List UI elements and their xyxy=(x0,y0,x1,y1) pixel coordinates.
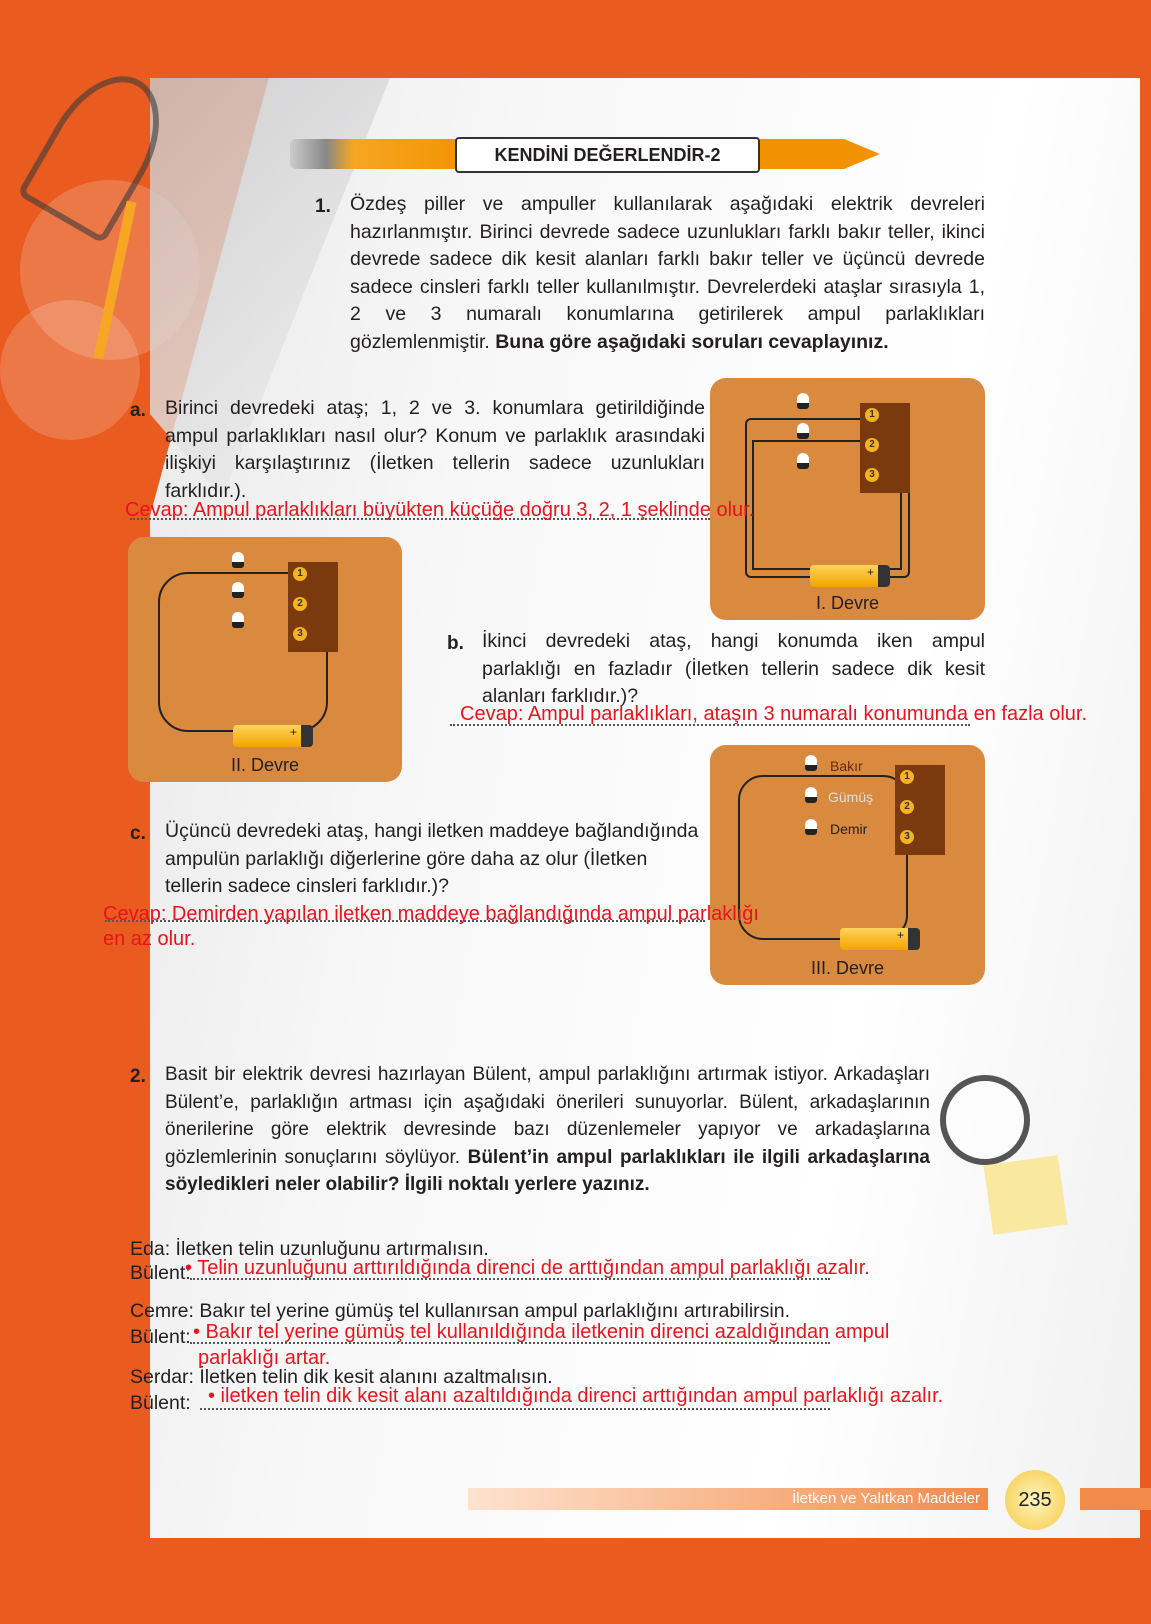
section-title: KENDİNİ DEĞERLENDİR-2 xyxy=(455,137,760,173)
bulb-icon xyxy=(232,612,244,628)
material-label: Demir xyxy=(830,821,868,837)
battery-sign: + xyxy=(289,725,297,739)
position-3: 3 xyxy=(865,468,879,482)
position-1: 1 xyxy=(865,408,879,422)
answer-cemre-cont: parlaklığı artar. xyxy=(198,1347,331,1369)
question-1-instruction: Buna göre aşağıdaki soruları cevaplayınız. xyxy=(495,330,889,353)
question-2-text xyxy=(165,1061,930,1199)
material-label: Bakır xyxy=(830,758,863,774)
battery-icon xyxy=(810,565,890,587)
switch-panel xyxy=(860,403,910,493)
position-1: 1 xyxy=(900,770,914,784)
circuit-label: II. Devre xyxy=(230,755,300,775)
bulb-icon xyxy=(232,552,244,568)
question-letter: a. xyxy=(130,400,146,421)
question-2-instruction: Bülent’in ampul parlaklıkları ile ilgili arkadaşlarına söyledikleri neler olabilir? İlgili noktalı yerlere yazınız. xyxy=(165,1146,931,1195)
reply-label: Bülent: xyxy=(130,1326,191,1348)
position-1: 1 xyxy=(293,567,307,581)
bulb-icon xyxy=(232,582,244,598)
question-2-body: Basit bir elektrik devresi hazırlayan Bülent, ampul parlaklığını artırmak istiyor. Arkadaşları Bülent’e, parlaklığın artması için aşağıdaki önerileri sunuyorlar. Bülent, arkadaşlarının önerilerine göre elektrik devresinde bazı düzenlemeler yapıyor ve arkadaşlarına gözlemlerinin sonuçlarını söylüyor. xyxy=(165,1064,930,1168)
switch-panel xyxy=(895,765,945,855)
switch-panel xyxy=(288,562,338,652)
question-letter: c. xyxy=(130,823,146,844)
battery-sign: + xyxy=(866,565,874,579)
position-2: 2 xyxy=(293,597,307,611)
footer-accent xyxy=(1080,1488,1151,1510)
sticky-note-icon xyxy=(983,1155,1067,1235)
bulb-icon xyxy=(797,423,809,439)
reply-label: Bülent: xyxy=(130,1262,191,1284)
answer-a: Cevap: Ampul parlaklıkları büyükten küçüğe doğru 3, 2, 1 şeklinde olur. xyxy=(125,499,755,521)
question-c-text: Üçüncü devredeki ataş, hangi iletken maddeye bağlandığında ampulün parlaklığı diğerlerine göre daha az olur (İletken tellerin sadece cinsleri farklıdır.)? xyxy=(165,820,699,897)
circuit-label: I. Devre xyxy=(815,593,880,613)
reply-label: Bülent: xyxy=(130,1392,191,1414)
pencil-icon xyxy=(290,139,470,169)
circuit-2 xyxy=(128,537,402,782)
battery-icon xyxy=(840,928,920,950)
answer-b: Cevap: Ampul parlaklıkları, ataşın 3 numaralı konumunda en fazla olur. xyxy=(460,703,1088,725)
circuit-label: III. Devre xyxy=(810,958,885,978)
section-header xyxy=(290,135,890,175)
bulb-icon xyxy=(805,819,817,835)
magnifier-icon xyxy=(940,1075,1030,1165)
question-1-text xyxy=(350,191,985,356)
bulb-icon xyxy=(797,393,809,409)
bulb-icon xyxy=(805,787,817,803)
chapter-footer: İletken ve Yalıtkan Maddeler xyxy=(468,1488,988,1510)
battery-sign: + xyxy=(896,928,904,942)
page-number: 235 xyxy=(1005,1470,1065,1530)
question-letter: b. xyxy=(447,633,464,654)
position-2: 2 xyxy=(900,800,914,814)
question-b-text: İkinci devredeki ataş, hangi konumda iken ampul parlaklığı en fazladır (İletken tellerin sadece dik kesit alanları farklıdır.)? xyxy=(482,630,985,707)
answer-c: Cevap: Demirden yapılan iletken maddeye bağlandığında ampul parlaklığı en az olur. xyxy=(103,903,759,950)
answer-cemre: • Bakır tel yerine gümüş tel kullanıldığında iletkenin direnci azaldığından ampul xyxy=(193,1321,890,1343)
bulb-icon xyxy=(805,755,817,771)
answer-serdar: • iletken telin dik kesit alanı azaltıldığında direnci arttığından ampul parlaklığı azalır. xyxy=(208,1385,944,1407)
question-number: 2. xyxy=(130,1066,146,1087)
position-3: 3 xyxy=(900,830,914,844)
position-3: 3 xyxy=(293,627,307,641)
question-1-body: Özdeş piller ve ampuller kullanılarak aşağıdaki elektrik devreleri hazırlanmıştır. Birinci devrede sadece uzunlukları farklı bakır teller, ikinci devrede sadece dik kesit alanları farklı bakır teller ve üçüncü devrede sadece cinsleri farklı teller kullanılmıştır. Devrelerdeki ataşlar sırasıyla 1, 2 ve 3 numaralı konumlarına getirilerek ampul parlaklıkları gözlemlenmiştir. xyxy=(350,193,985,353)
pencil-icon xyxy=(760,139,880,169)
suggestion-serdar: Serdar: İletken telin dik kesit alanını azaltmalısın. xyxy=(130,1366,553,1388)
position-2: 2 xyxy=(865,438,879,452)
suggestion-eda: Eda: İletken telin uzunluğunu artırmalısın. xyxy=(130,1238,489,1260)
answer-eda: • Telin uzunluğunu arttırıldığında direnci de arttığından ampul parlaklığı azalır. xyxy=(185,1257,870,1279)
suggestion-cemre: Cemre: Bakır tel yerine gümüş tel kullanırsan ampul parlaklığını artırabilirsin. xyxy=(130,1300,791,1322)
question-a-text: Birinci devredeki ataş; 1, 2 ve 3. konumlara getirildiğinde ampul parlaklıkları nasıl olur? Konum ve parlaklık arasındaki ilişkiyi karşılaştırınız (İletken tellerin sadece uzunlukları farklıdır.). xyxy=(165,397,705,502)
bulb-icon xyxy=(797,453,809,469)
question-number: 1. xyxy=(315,196,331,217)
decor-bubble xyxy=(0,300,140,440)
material-label: Gümüş xyxy=(828,789,874,805)
battery-icon xyxy=(233,725,313,747)
